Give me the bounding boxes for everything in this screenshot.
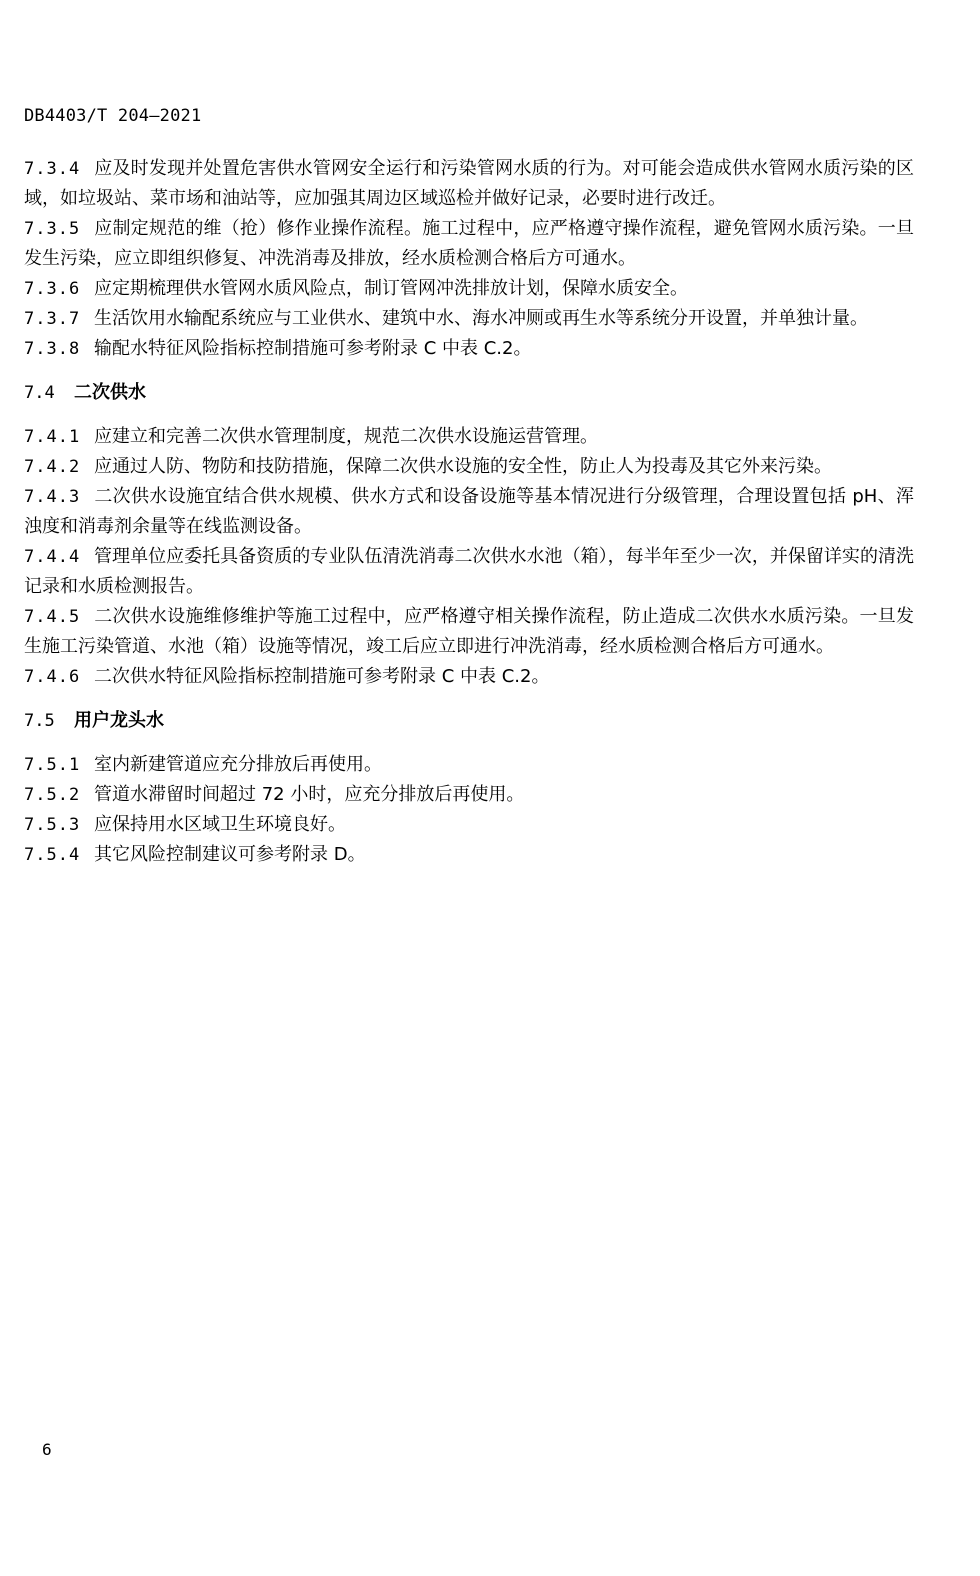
- clause-number: 7.3.8: [24, 339, 81, 359]
- clause-number: 7.5.1: [24, 755, 81, 775]
- clause-number: 7.3.6: [24, 279, 81, 299]
- clause-7-5-3: [24, 810, 914, 840]
- clause-text: 二次供水设施维修维护等施工过程中，应严格遵守相关操作流程，防止造成二次供水水质污染。一旦发生施工污染管道、水池（箱）设施等情况，竣工后应立即进行冲洗消毒，经水质检测合格后方可通水。: [24, 606, 914, 657]
- section-title: 二次供水: [74, 382, 146, 403]
- clause-7-4-6: [24, 662, 914, 692]
- clause-text: 生活饮用水输配系统应与工业供水、建筑中水、海水冲厕或再生水等系统分开设置，并单独计量。: [94, 308, 868, 329]
- clause-7-4-5: [24, 602, 914, 662]
- clause-text: 二次供水特征风险指标控制措施可参考附录 C 中表 C.2。: [94, 666, 550, 687]
- clause-text: 应通过人防、物防和技防措施，保障二次供水设施的安全性，防止人为投毒及其它外来污染。: [94, 456, 832, 477]
- clause-7-3-6: [24, 274, 914, 304]
- section-heading-7-4: [24, 378, 914, 408]
- clause-7-3-4: [24, 154, 914, 214]
- clause-number: 7.3.4: [24, 159, 81, 179]
- clause-number: 7.5.4: [24, 845, 81, 865]
- clause-text: 二次供水设施宜结合供水规模、供水方式和设备设施等基本情况进行分级管理，合理设置包括 pH、浑浊度和消毒剂余量等在线监测设备。: [24, 486, 914, 537]
- clause-text: 管理单位应委托具备资质的专业队伍清洗消毒二次供水水池（箱），每半年至少一次，并保留详实的清洗记录和水质检测报告。: [24, 546, 914, 597]
- section-number: 7.4: [24, 383, 55, 403]
- clause-number: 7.4.1: [24, 427, 81, 447]
- clause-text: 应定期梳理供水管网水质风险点，制订管网冲洗排放计划，保障水质安全。: [94, 278, 688, 299]
- clause-text: 管道水滞留时间超过 72 小时，应充分排放后再使用。: [94, 784, 525, 805]
- clause-number: 7.4.3: [24, 487, 81, 507]
- clause-text: 输配水特征风险指标控制措施可参考附录 C 中表 C.2。: [94, 338, 532, 359]
- clause-number: 7.4.5: [24, 607, 81, 627]
- clause-number: 7.5.2: [24, 785, 81, 805]
- clause-number: 7.3.7: [24, 309, 81, 329]
- page-number: 6: [42, 1440, 52, 1459]
- clause-7-4-2: [24, 452, 914, 482]
- clause-7-5-4: [24, 840, 914, 870]
- clause-text: 应保持用水区域卫生环境良好。: [94, 814, 346, 835]
- section-heading-7-5: [24, 706, 914, 736]
- section-number: 7.5: [24, 711, 55, 731]
- clause-text: 应及时发现并处置危害供水管网安全运行和污染管网水质的行为。对可能会造成供水管网水质污染的区域，如垃圾站、菜市场和油站等，应加强其周边区域巡检并做好记录，必要时进行改迁。: [24, 158, 914, 209]
- clause-text: 室内新建管道应充分排放后再使用。: [94, 754, 382, 775]
- clause-7-3-8: [24, 334, 914, 364]
- clause-text: 应制定规范的维（抢）修作业操作流程。施工过程中，应严格遵守操作流程，避免管网水质污染。一旦发生污染，应立即组织修复、冲洗消毒及排放，经水质检测合格后方可通水。: [24, 218, 914, 269]
- clause-number: 7.4.4: [24, 547, 81, 567]
- clause-number: 7.3.5: [24, 219, 81, 239]
- clause-7-4-3: [24, 482, 914, 542]
- clause-text: 应建立和完善二次供水管理制度，规范二次供水设施运营管理。: [94, 426, 598, 447]
- clause-number: 7.5.3: [24, 815, 81, 835]
- clause-7-5-1: [24, 750, 914, 780]
- section-title: 用户龙头水: [74, 710, 164, 731]
- document-code: DB4403/T 204—2021: [24, 106, 202, 126]
- clause-text: 其它风险控制建议可参考附录 D。: [94, 844, 366, 865]
- clause-7-3-7: [24, 304, 914, 334]
- clause-7-3-5: [24, 214, 914, 274]
- document-body: [24, 154, 914, 870]
- clause-number: 7.4.6: [24, 667, 81, 687]
- clause-7-4-1: [24, 422, 914, 452]
- clause-7-4-4: [24, 542, 914, 602]
- clause-number: 7.4.2: [24, 457, 81, 477]
- clause-7-5-2: [24, 780, 914, 810]
